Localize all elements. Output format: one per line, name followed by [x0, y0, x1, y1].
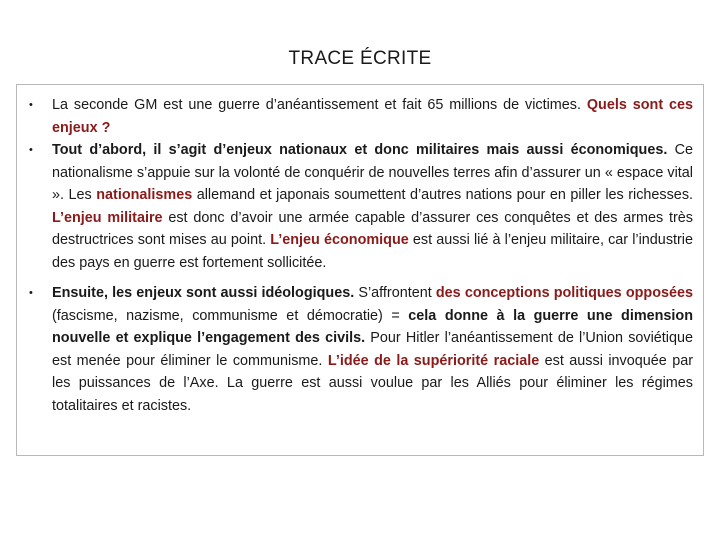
keyword-superiorite-raciale: L’idée de la supériorité raciale [327, 352, 540, 369]
bold-text-run: cela donne à la guerre une dimension nouvelle et explique l’engagement des civils. [52, 307, 693, 346]
bullet-icon: • [29, 287, 33, 299]
list-item [27, 94, 693, 139]
text-run: La seconde GM est une guerre d’anéantissement et fait 65 millions de victimes. [52, 97, 587, 113]
bullet-list [27, 94, 693, 417]
text-run: S’affrontent [354, 285, 436, 301]
bullet-icon: • [29, 99, 33, 111]
bullet-icon: • [29, 144, 33, 156]
text-run: est aussi lié à l’enjeu militaire, car l’industrie des pays en guerre est fortement sollicitée. [52, 232, 693, 271]
keyword-conceptions: des conceptions politiques opposées [435, 285, 693, 301]
keyword-nationalismes: nationalismes [96, 187, 193, 203]
list-item [27, 139, 693, 274]
intro-bold-text: Ensuite, les enjeux sont aussi idéologiques. [52, 285, 355, 301]
text-run: Pour Hitler l’anéantissement de l’Union soviétique est menée pour éliminer le communisme. [52, 330, 693, 369]
text-run: Ce nationalisme s’appuie sur la volonté de conquérir de nouvelles terres afin d’assurer un « espace vital ». Les [52, 142, 693, 203]
intro-bold-text: Tout d’abord, il s’agit d’enjeux nationaux et donc militaires mais aussi économiques. [52, 142, 668, 158]
question-text: Quels sont ces enjeux ? [52, 97, 694, 136]
page-title: TRACE ÉCRITE [288, 48, 432, 69]
text-run: est donc d’avoir une armée capable d’assurer ces conquêtes et des armes très destructrices sont mises au point. [52, 209, 693, 248]
text-run: allemand et japonais soumettent d’autres nations pour en piller les richesses. [192, 187, 694, 203]
keyword-enjeu-militaire: L’enjeu militaire [52, 209, 163, 226]
text-run: (fascisme, nazisme, communisme et démocratie) = [52, 307, 409, 324]
text-run: est aussi invoquée par les puissances de l’Axe. La guerre est aussi voulue par les Alliés pour éliminer les régimes totalitaires et racistes. [52, 352, 693, 414]
text-box [16, 84, 704, 456]
keyword-enjeu-economique: L’enjeu économique [270, 232, 409, 248]
list-item [27, 282, 693, 417]
